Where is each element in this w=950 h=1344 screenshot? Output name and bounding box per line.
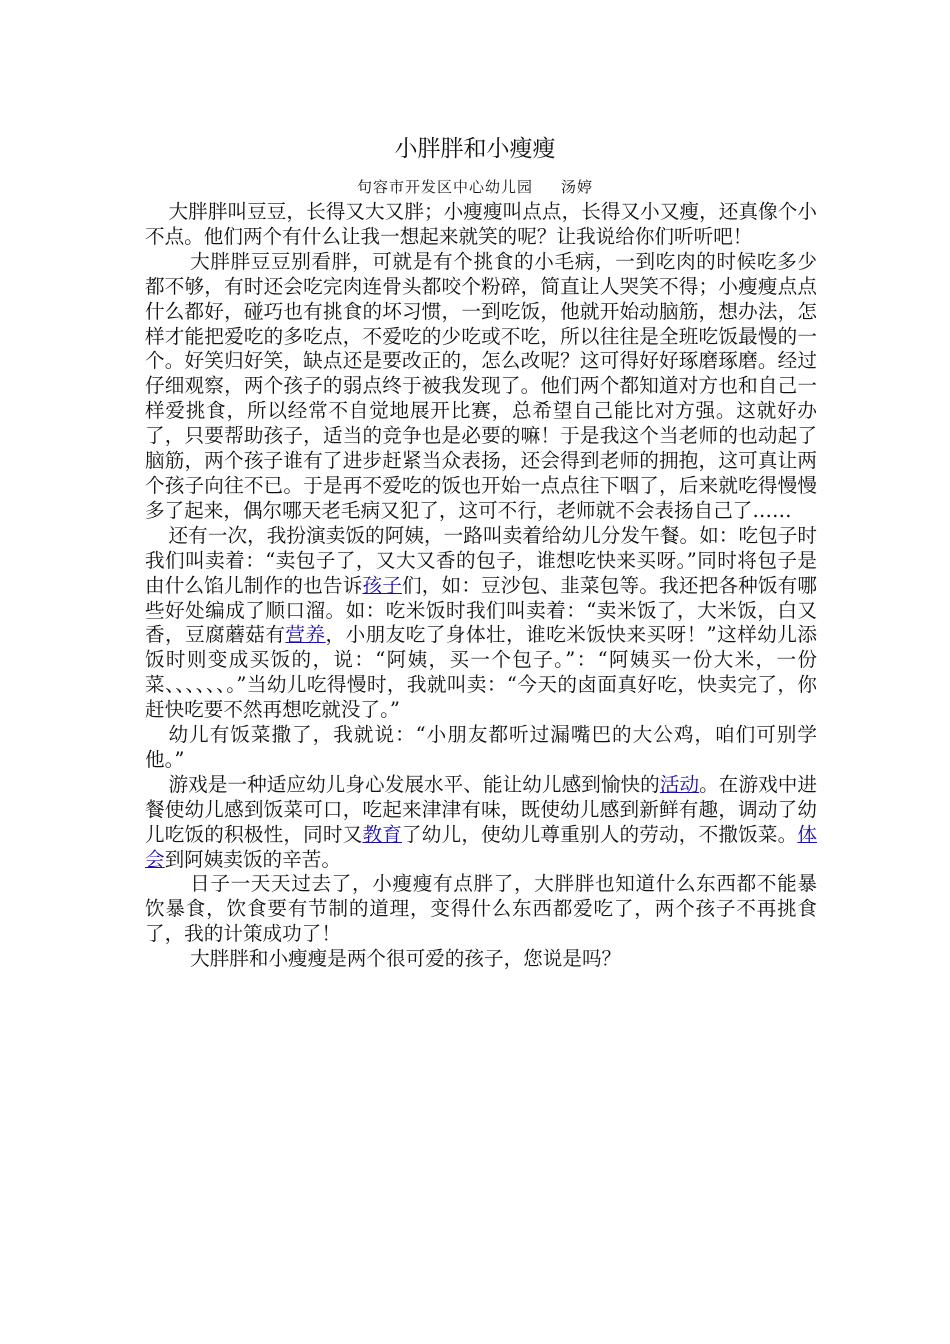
inline-link[interactable]: 教育: [362, 822, 403, 846]
paragraph-text: 大胖胖豆豆别看胖，可就是有个挑食的小毛病，一到吃肉的时候吃多少都不够，有时还会吃完肉连骨头都咬个粉碎，简直让人哭笑不得；小瘦瘦点点什么都好，碰巧也有挑食的坏习惯，一到吃饭，他就开始动脑筋，想办法，怎样才能把爱吃的多吃点，不爱吃的少吃或不吃，所以往往是全班吃饭最慢的一个。好笑归好笑，缺点还是要改正的，怎么改呢？这可得好好琢磨琢磨。经过仔细观察，两个孩子的弱点终于被我发现了。他们两个都知道对方也和自己一样爱挑食，所以经常不自觉地展开比赛，总希望自己能比对方强。这就好办了，只要帮助孩子，适当的竞争也是必要的嘛！于是我这个当老师的也动起了脑筋，两个孩子谁有了进步赶紧当众表扬，还会得到老师的拥抱，这可真让两个孩子向往不已。于是再不爱吃的饭也开始一点点往下咽了，后来就吃得慢慢多了起来，偶尔哪天老毛病又犯了，这可不行，老师就不会表扬自己了……: [145, 249, 817, 522]
paragraph-text: 游戏是一种适应幼儿身心发展水平、能让幼儿感到愉快的: [168, 772, 660, 796]
paragraph: [145, 200, 817, 250]
paragraph-text: ，小朋友吃了身体壮，谁吃米饭快来买呀！”这样幼儿添饭时则变成买饭的，说：“阿姨，买一个包子。”：“阿姨买一份大米，一份菜、、、、、、。”当幼儿吃得慢时，我就叫卖：“今天的卤面真好吃，快卖完了，你赶快吃要不然再想吃就没了。”: [145, 623, 817, 722]
article-body: [145, 200, 817, 972]
author-organization: 句容市开发区中心幼儿园: [356, 178, 533, 196]
paragraph-text: 们，如：豆沙包、韭菜包等。我还把各种饭有哪些好处编成了顺口溜。如：吃米饭时我们叫卖着：“卖米饭了，大米饭，白又香，豆腐蘑菇有: [145, 573, 818, 647]
paragraph-text: 还有一次，我扮演卖饭的阿姨，一路叫卖着给幼儿分发午餐。如：吃包子时我们叫卖着：“卖包子了，又大又香的包子，谁想吃快来买呀。”同时将包子是由什么馅儿制作的也告诉: [145, 523, 817, 597]
paragraph-text: 大胖胖和小瘦瘦是两个很可爱的孩子，您说是吗？: [190, 947, 622, 971]
paragraph-text: 日子一天天过去了，小瘦瘦有点胖了，大胖胖也知道什么东西都不能暴饮暴食，饮食要有节制的道理，变得什么东西都爱吃了，两个孩子不再挑食了，我的计策成功了！: [145, 872, 817, 946]
paragraph-text: 到阿姨卖饭的辛苦。: [164, 847, 341, 871]
paragraph: [145, 947, 817, 972]
inline-link[interactable]: 活动: [659, 772, 700, 796]
paragraph-text: 。在游戏中进餐使幼儿感到饭菜可口，吃起来津津有味，既使幼儿感到新鲜有趣，调动了幼儿吃饭的积极性，同时又: [145, 772, 818, 846]
paragraph: [145, 773, 817, 873]
paragraph-text: 大胖胖叫豆豆，长得又大又胖；小瘦瘦叫点点，长得又小又瘦，还真像个小不点。他们两个有什么让我一想起来就笑的呢？让我说给你们听听吧！: [145, 200, 817, 248]
paragraph: [145, 524, 817, 723]
author-name: 汤婷: [561, 178, 594, 196]
inline-link[interactable]: 孩子: [362, 573, 403, 597]
document-title: 小胖胖和小瘦瘦: [394, 136, 556, 162]
paragraph-text: 幼儿有饭菜撒了，我就说：“小朋友都听过漏嘴巴的大公鸡，咱们可别学他。”: [145, 723, 817, 771]
inline-link[interactable]: 营养: [285, 623, 326, 647]
paragraph: [145, 872, 817, 947]
paragraph: [145, 723, 817, 773]
inline-link[interactable]: 体会: [145, 822, 818, 871]
paragraph-text: 了幼儿，使幼儿尊重别人的劳动，不撒饭菜。: [402, 822, 798, 846]
paragraph: [145, 250, 817, 524]
author-line: [0, 176, 950, 198]
